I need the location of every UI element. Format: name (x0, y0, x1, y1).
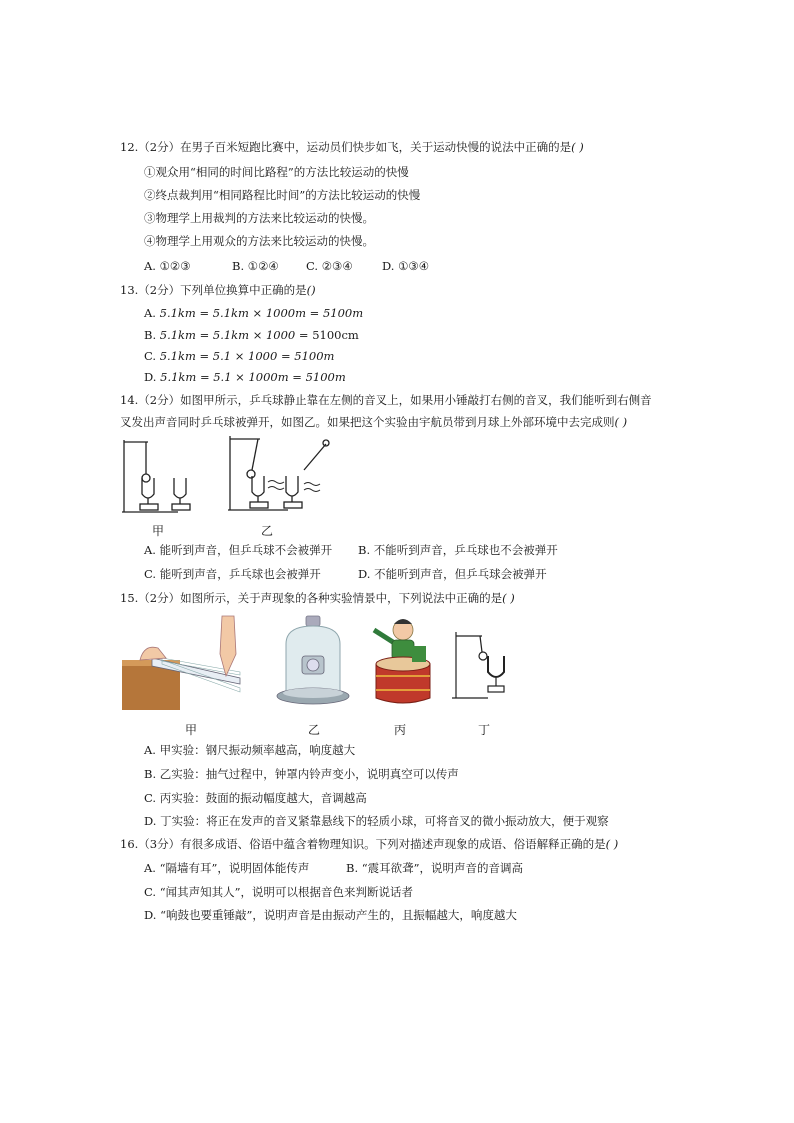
fork-ball-figure (448, 626, 518, 704)
q14-option-b[interactable]: B. 不能听到声音，乒乓球也不会被弹开 (358, 543, 558, 557)
q12-item-4: ④物理学上用观众的方法来比较运动的快慢。 (144, 234, 374, 248)
q16-option-a[interactable]: A. “隔墙有耳”，说明固体能传声 (144, 861, 310, 875)
q16-option-c[interactable]: C. “闻其声知其人”，说明可以根据音色来判断说话者 (144, 885, 413, 899)
q16-stem: 16.（3分）有很多成语、俗语中蕴含着物理知识。下列对描述声现象的成语、俗语解释正确的是( ) (120, 837, 619, 851)
q12-option-a[interactable]: A. ①②③ (144, 259, 191, 273)
q14-options-row2 (144, 566, 547, 582)
q15-option-a[interactable]: A. 甲实验：钢尺振动频率越高，响度越大 (144, 743, 356, 757)
q12-option-b[interactable]: B. ①②④ (232, 259, 279, 273)
bell-jar-figure (276, 614, 350, 706)
q14-options-row1 (144, 542, 558, 558)
q15-option-d[interactable]: D. 丁实验：将正在发声的音叉紧靠悬线下的轻质小球，可将音叉的微小振动放大，便于观察 (144, 814, 609, 828)
q15-caption-jia: 甲 (185, 723, 198, 737)
q12-option-d[interactable]: D. ①③④ (382, 259, 430, 273)
q16-option-d[interactable]: D. “响鼓也要重锤敲”，说明声音是由振动产生的，且振幅越大，响度越大 (144, 908, 517, 922)
q14-stem-line2: 叉发出声音同时乒乓球被弹开，如图乙。如果把这个实验由宇航员带到月球上外部环境中去完成则( ) (120, 415, 628, 429)
q13-option-a[interactable]: A. 5.1km = 5.1km × 1000m = 5100m (144, 306, 364, 320)
drum-figure (368, 614, 438, 710)
q12-option-c[interactable]: C. ②③④ (306, 259, 353, 273)
q15-caption-ding: 丁 (478, 723, 491, 737)
q14-caption-jia: 甲 (152, 524, 165, 538)
q12-stem: 12.（2分）在男子百米短跑比赛中，运动员们快步如飞，关于运动快慢的说法中正确的是( ) (120, 140, 584, 154)
q14-stem-line1: 14.（2分）如图甲所示，乒乓球静止靠在左侧的音叉上，如果用小锤敲打右侧的音叉，我们能听到右侧音 (120, 393, 652, 407)
tuning-fork-figure-jia-yi (118, 434, 338, 518)
q16-options-row1 (144, 860, 523, 876)
q12-item-1: ①观众用“相同的时间比路程”的方法比较运动的快慢 (144, 165, 409, 179)
q13-option-c[interactable]: C. 5.1km = 5.1 × 1000 = 5100m (144, 349, 335, 363)
q14-option-d[interactable]: D. 不能听到声音，但乒乓球会被弹开 (358, 567, 547, 581)
q14-option-a[interactable]: A. 能听到声音，但乒乓球不会被弹开 (144, 543, 333, 557)
q13-option-b[interactable]: B. 5.1km = 5.1km × 1000 = 5100cm (144, 328, 359, 342)
q12-item-2: ②终点裁判用“相同路程比时间”的方法比较运动的快慢 (144, 188, 421, 202)
q12-item-3: ③物理学上用裁判的方法来比较运动的快慢。 (144, 211, 374, 225)
q15-option-b[interactable]: B. 乙实验：抽气过程中，钟罩内铃声变小，说明真空可以传声 (144, 767, 459, 781)
q15-caption-yi: 乙 (308, 723, 321, 737)
q15-stem: 15.（2分）如图所示，关于声现象的各种实验情景中，下列说法中正确的是( ) (120, 591, 515, 605)
q16-option-b[interactable]: B. “震耳欲聋”，说明声音的音调高 (346, 861, 524, 875)
q14-caption-yi: 乙 (261, 524, 274, 538)
q15-option-c[interactable]: C. 丙实验：鼓面的振动幅度越大，音调越高 (144, 791, 367, 805)
q12-options (144, 258, 429, 274)
q15-caption-bing: 丙 (394, 723, 407, 737)
q13-option-d[interactable]: D. 5.1km = 5.1 × 1000m = 5100m (144, 370, 346, 384)
q13-stem: 13.（2分）下列单位换算中正确的是() (120, 283, 316, 297)
q14-option-c[interactable]: C. 能听到声音，乒乓球也会被弹开 (144, 567, 321, 581)
ruler-vibration-figure (122, 614, 246, 710)
